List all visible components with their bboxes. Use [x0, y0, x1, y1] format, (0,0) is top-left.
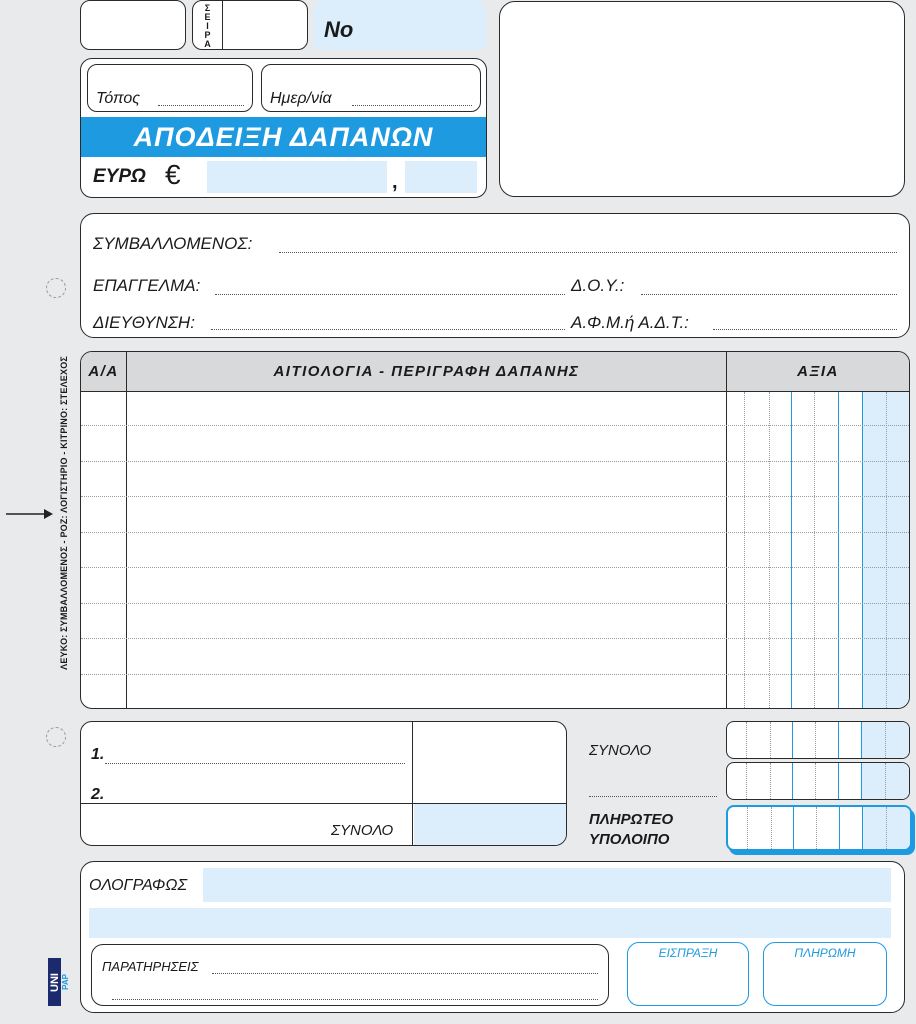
deductions-total-field[interactable]	[414, 804, 566, 845]
deductions-total-label: ΣΥΝΟΛΟ	[331, 822, 394, 839]
series-field[interactable]	[80, 0, 186, 50]
deduction-line-1-label: 1.	[91, 746, 105, 763]
payment-label: ΠΛΗΡΩΜΗ	[794, 946, 856, 960]
remarks-field[interactable]	[91, 944, 609, 1006]
col-header-description: ΑΙΤΙΟΛΟΓΙΑ - ΠΕΡΙΓΡΑΦΗ ΔΑΠΑΝΗΣ	[127, 352, 727, 392]
address-field[interactable]	[211, 329, 565, 330]
table-body[interactable]	[81, 392, 909, 708]
date-field[interactable]	[261, 64, 481, 112]
expense-table	[80, 351, 910, 709]
decimal-comma: ,	[392, 171, 398, 193]
receipt-label: ΕΙΣΠΡΑΞΗ	[658, 946, 718, 960]
logo-top-text: UNI	[48, 972, 61, 992]
payable-balance-field[interactable]	[726, 805, 912, 851]
currency-label: ΕΥΡΩ	[93, 166, 146, 187]
place-field[interactable]	[87, 64, 253, 112]
payment-stamp-box[interactable]	[763, 942, 887, 1006]
col-header-value: ΑΞΙΑ	[727, 352, 909, 392]
binding-hole	[46, 727, 66, 747]
profession-label: ΕΠΑΓΓΕΛΜΑ:	[93, 276, 201, 295]
euro-icon: €	[165, 159, 181, 190]
issuer-stamp-box	[499, 1, 905, 197]
in-words-field-2[interactable]	[89, 908, 891, 938]
in-words-label: ΟΛΟΓΡΑΦΩΣ	[89, 877, 188, 894]
in-words-field-1[interactable]	[203, 868, 891, 902]
deduction-line-1-field[interactable]	[105, 763, 405, 764]
series-label-box	[192, 0, 308, 50]
total-label: ΣΥΝΟΛΟ	[589, 742, 652, 759]
amount-euros-field[interactable]	[207, 161, 387, 193]
number-field[interactable]	[314, 0, 486, 50]
deductions-box	[80, 721, 567, 846]
receipt-header	[80, 58, 487, 198]
deduction-line-2-label: 2.	[91, 786, 105, 803]
amount-cents-field[interactable]	[405, 161, 477, 193]
receipt-stamp-box[interactable]	[627, 942, 749, 1006]
logo-bottom-text: PAP	[61, 974, 70, 990]
tax-office-field[interactable]	[641, 294, 897, 295]
party-details	[80, 213, 910, 338]
arrow-right-icon	[6, 505, 54, 523]
contractor-label: ΣΥΜΒΑΛΛΟΜΕΝΟΣ:	[93, 234, 253, 253]
series-label: ΣΕΙΡΑ	[202, 2, 213, 48]
contractor-field[interactable]	[279, 252, 897, 253]
copy-distribution-note: ΛΕΥΚΟ: ΣΥΜΒΑΛΛΟΜΕΝΟΣ - ΡΟΖ: ΛΟΓΙΣΤΗΡΙΟ - ΚΙΤΡΙΝΟ: ΣΤΕΛΕΧΟΣ	[59, 355, 69, 670]
number-label: No	[324, 17, 354, 42]
document-title: ΑΠΟΔΕΙΞΗ ΔΑΠΑΝΩΝ	[81, 117, 486, 157]
col-header-index: Α/Α	[81, 352, 127, 392]
unipap-logo	[48, 958, 70, 1006]
subtotal-amount-field[interactable]	[726, 762, 910, 800]
binding-hole	[46, 278, 66, 298]
footer-box	[80, 861, 905, 1013]
profession-field[interactable]	[215, 294, 565, 295]
balance-label: ΥΠΟΛΟΙΠΟ	[589, 831, 670, 848]
address-label: ΔΙΕΥΘΥΝΣΗ:	[93, 313, 195, 332]
date-label: Ημερ/νία	[270, 90, 332, 107]
remarks-label: ΠΑΡΑΤΗΡΗΣΕΙΣ	[102, 959, 199, 974]
tax-office-label: Δ.Ο.Υ.:	[571, 276, 625, 295]
vat-id-field[interactable]	[713, 329, 897, 330]
vat-id-label: Α.Φ.Μ.ή Α.Δ.Τ.:	[571, 313, 689, 332]
payable-label: ΠΛΗΡΩΤΕΟ	[589, 811, 674, 828]
total-amount-field[interactable]	[726, 721, 910, 759]
place-label: Τόπος	[96, 90, 141, 107]
